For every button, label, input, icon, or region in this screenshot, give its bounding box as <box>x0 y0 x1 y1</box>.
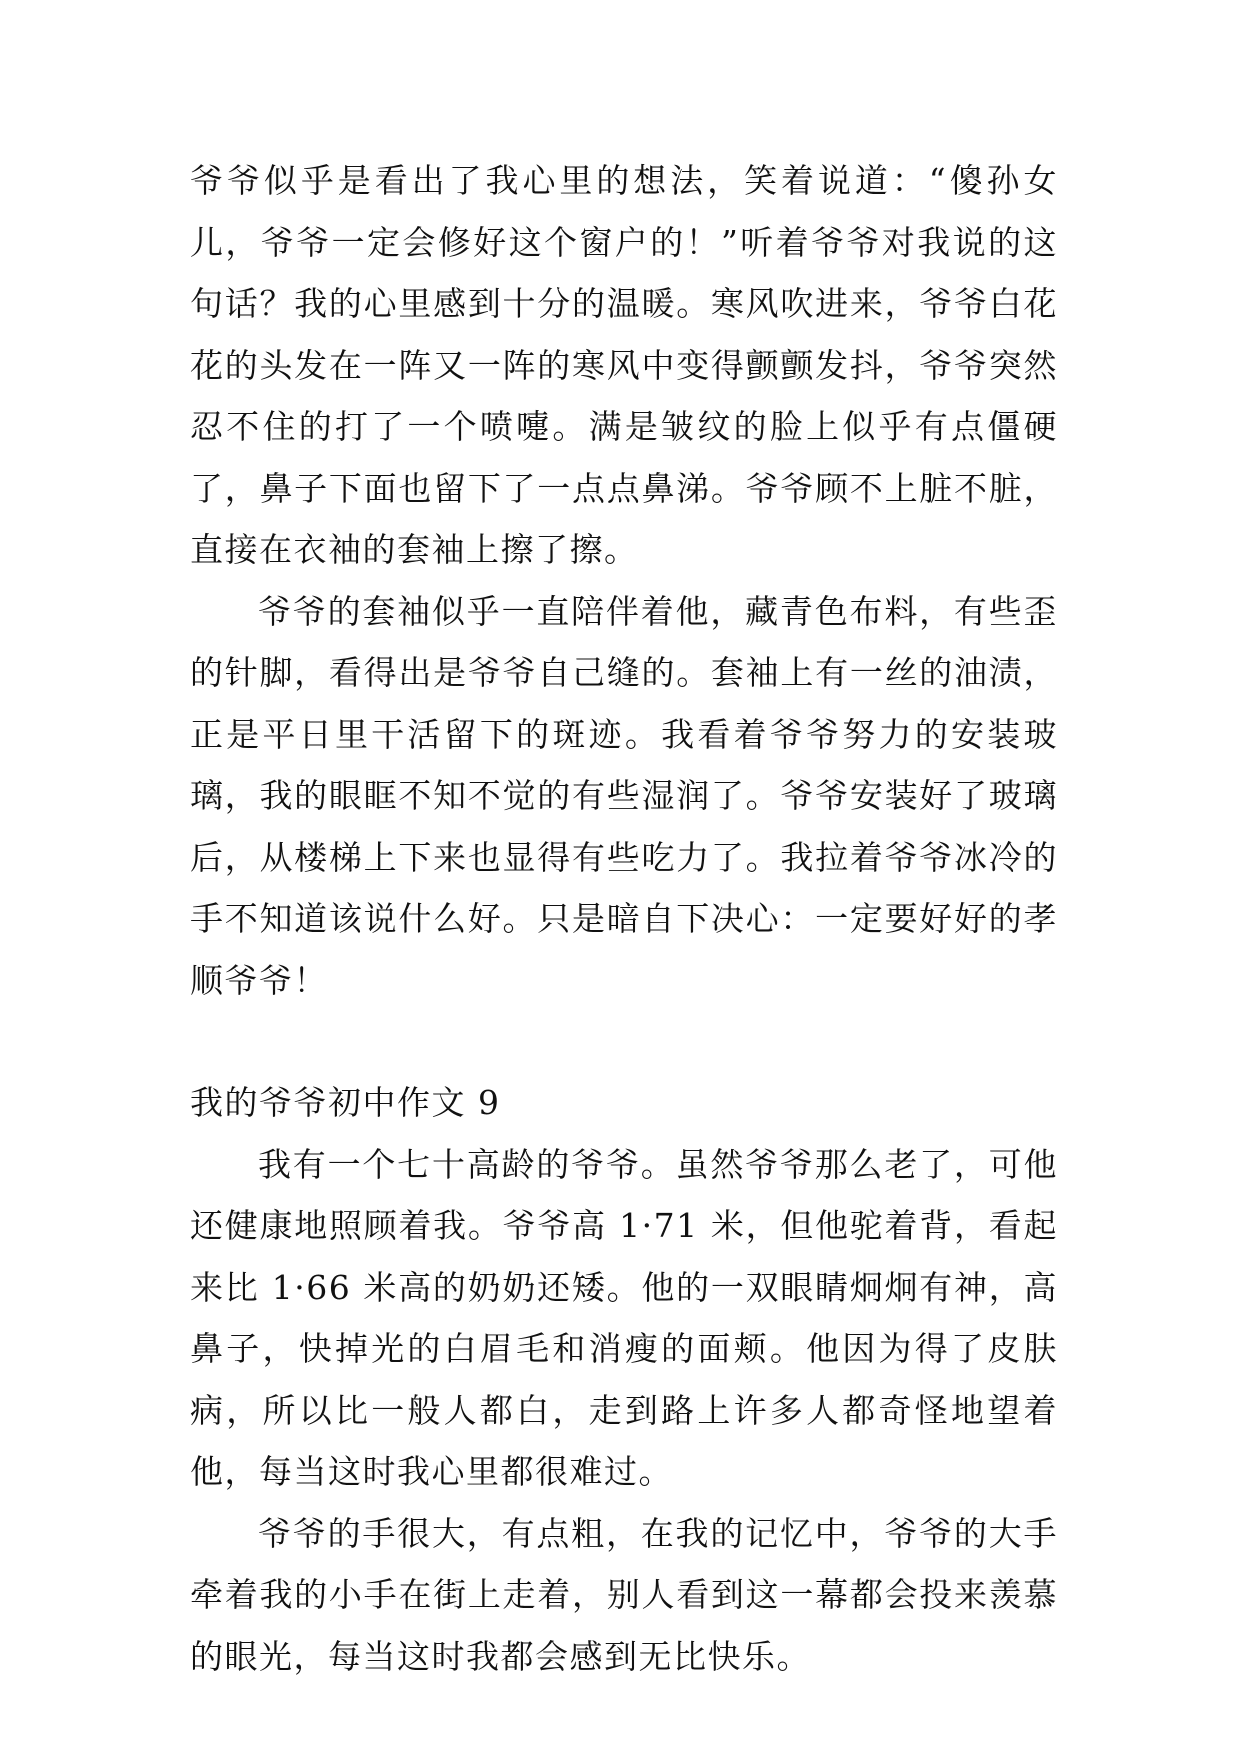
document-body <box>190 150 1058 1687</box>
paragraph-4: 爷爷的手很大，有点粗，在我的记忆中，爷爷的大手牵着我的小手在街上走着，别人看到这一幕都会投来羡慕的眼光，每当这时我都会感到无比快乐。 <box>190 1513 1058 1676</box>
section-title: 我的爷爷初中作文 9 <box>190 1083 501 1122</box>
paragraph-2: 爷爷的套袖似乎一直陪伴着他，藏青色布料，有些歪的针脚，看得出是爷爷自己缝的。套袖上有一丝的油渍，正是平日里干活留下的斑迹。我看着爷爷努力的安装玻璃，我的眼眶不知不觉的有些湿润了。爷爷安装好了玻璃后，从楼梯上下来也显得有些吃力了。我拉着爷爷冰冷的手不知道该说什么好。只是暗自下决心：一定要好好的孝顺爷爷！ <box>190 591 1058 1000</box>
section-gap <box>190 1011 1058 1072</box>
paragraph-3: 我有一个七十高龄的爷爷。虽然爷爷那么老了，可他还健康地照顾着我。爷爷高 1·71 米，但他驼着背，看起来比 1·66 米高的奶奶还矮。他的一双眼睛炯炯有神，高鼻子，快掉光的白眉毛和消瘦的面颊。他因为得了皮肤病，所以比一般人都白，走到路上许多人都奇怪地望着他，每当这时我心里都很难过。 <box>190 1144 1058 1491</box>
paragraph-1: 爷爷似乎是看出了我心里的想法，笑着说道：“傻孙女儿，爷爷一定会修好这个窗户的！”听着爷爷对我说的这句话？我的心里感到十分的温暖。寒风吹进来，爷爷白花花的头发在一阵又一阵的寒风中变得颤颤发抖，爷爷突然忍不住的打了一个喷嚏。满是皱纹的脸上似乎有点僵硬了，鼻子下面也留下了一点点鼻涕。爷爷顾不上脏不脏，直接在衣袖的套袖上擦了擦。 <box>190 161 1058 569</box>
